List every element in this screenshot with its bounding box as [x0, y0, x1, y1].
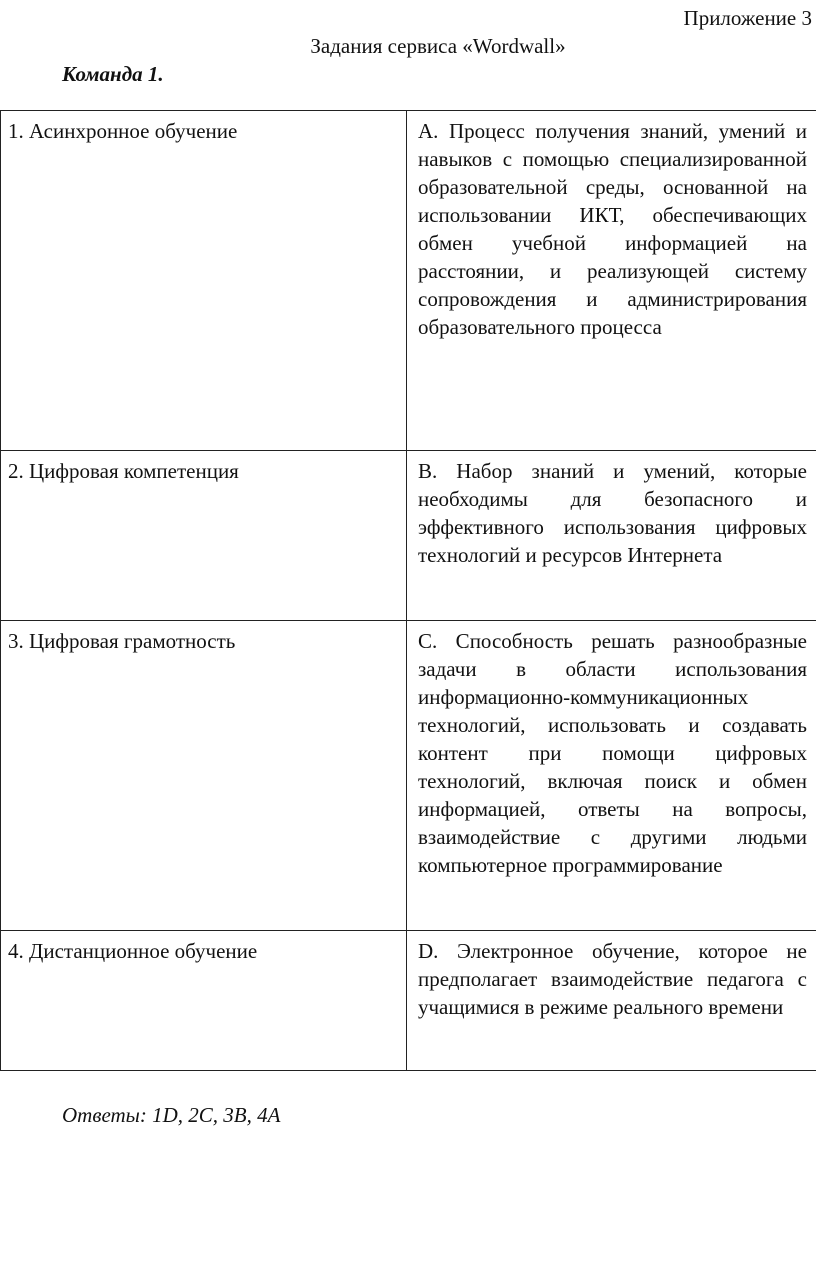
definition-cell: D. Электронное обучение, которое не предполагает взаимодействие педагога с учащимися в режиме реального времени: [407, 931, 816, 1071]
term-cell: 2. Цифровая компетенция: [1, 451, 407, 621]
answers-line: Ответы: 1D, 2C, 3B, 4A: [62, 1103, 281, 1127]
term-cell: 3. Цифровая грамотность: [1, 621, 407, 931]
definition-cell: B. Набор знаний и умений, которые необходимы для безопасного и эффективного использования цифровых технологий и ресурсов Интернета: [407, 451, 816, 621]
table-row: [1, 621, 816, 931]
term-cell: 1. Асинхронное обучение: [1, 111, 407, 451]
definition-cell: C. Способность решать разнообразные задачи в области использования информационно-коммуникационных технологий, использовать и создавать контент при помощи цифровых технологий, включая поиск и обмен информацией, ответы на вопросы, взаимодействие с другими людьми компьютерное программирование: [407, 621, 816, 931]
table-row: [1, 931, 816, 1071]
table-row: [1, 111, 816, 451]
definition-cell: А. Процесс получения знаний, умений и навыков с помощью специализированной образовательной среды, основанной на использовании ИКТ, обеспечивающих обмен учебной информацией на расстоянии, и реализующей систему сопровождения и администрирования образовательного процесса: [407, 111, 816, 451]
team-heading: Команда 1.: [62, 62, 164, 86]
term-cell: 4. Дистанционное обучение: [1, 931, 407, 1071]
table-row: [1, 451, 816, 621]
appendix-label: Приложение 3: [683, 6, 812, 30]
matching-table: [0, 110, 816, 1071]
page-title: Задания сервиса «Wordwall»: [310, 34, 566, 58]
